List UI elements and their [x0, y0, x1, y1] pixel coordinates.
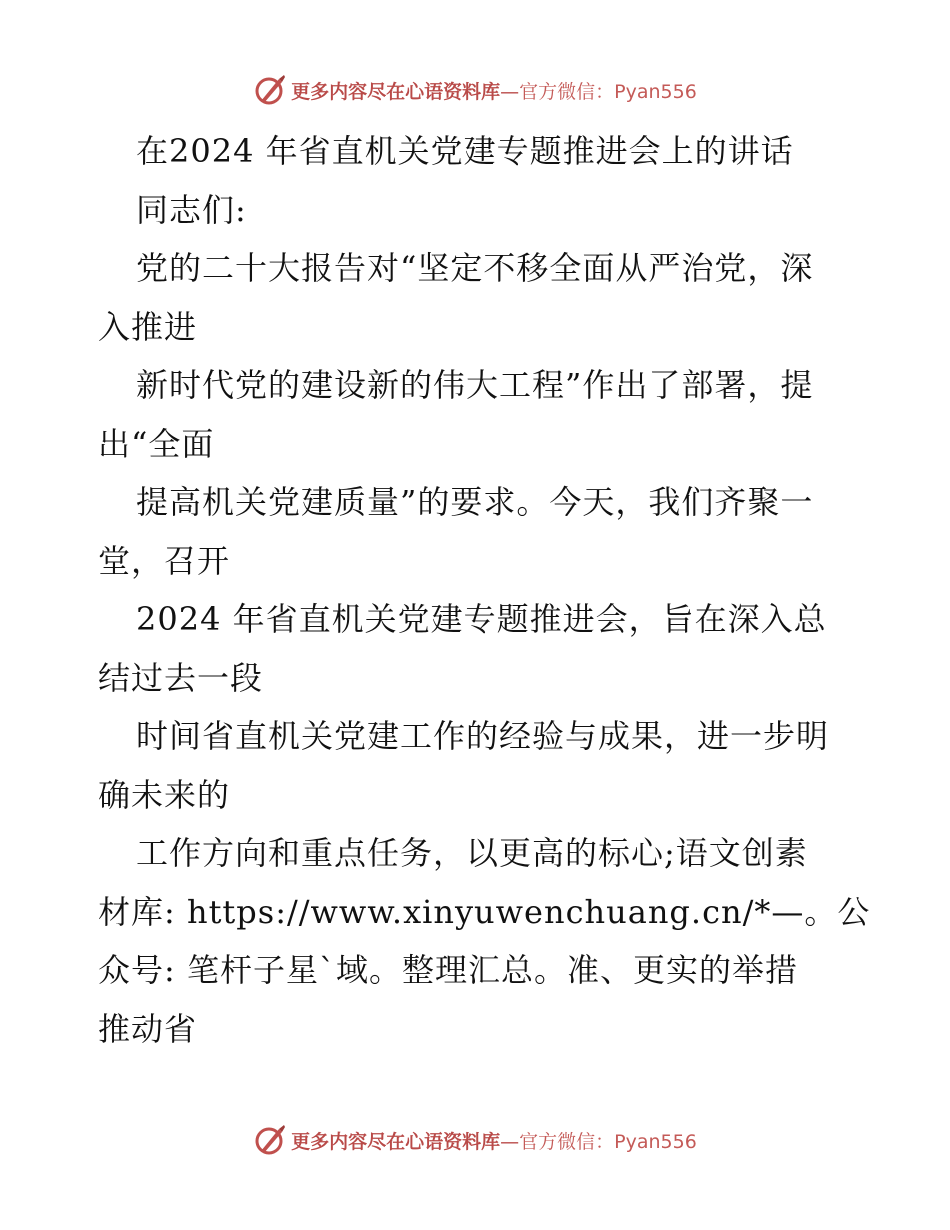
- watermark-contact: 官方微信：Pyan556: [519, 80, 697, 103]
- text-line: 确未来的: [98, 775, 231, 814]
- text-line: 2024 年省直机关党建专题推进会，旨在深入总: [136, 600, 827, 638]
- watermark-main: 更多内容尽在心语资料库: [291, 80, 501, 103]
- watermark-dash: —: [500, 80, 520, 103]
- text-line: 在2024 年省直机关党建专题推进会上的讲话: [136, 132, 794, 170]
- watermark-main: 更多内容尽在心语资料库: [291, 1130, 501, 1153]
- watermark-dash: —: [500, 1130, 520, 1153]
- text-line: 提高机关党建质量”的要求。今天，我们齐聚一: [136, 483, 814, 521]
- text-line: 众号: 笔杆子星`域。整理汇总。准、更实的举措: [98, 951, 798, 989]
- text-line: 工作方向和重点任务，以更高的标心;语文创素: [136, 834, 808, 872]
- quill-logo-icon: [253, 1123, 287, 1157]
- text-line: 党的二十大报告对“坚定不移全面从严治党，深: [136, 249, 814, 287]
- text-line: 材库: https://www.xinyuwenchuang.cn/*—。公: [98, 892, 871, 931]
- watermark-text: [291, 77, 697, 104]
- watermark-text: [291, 1127, 697, 1154]
- watermark-contact: 官方微信：Pyan556: [519, 1130, 697, 1153]
- text-line: 堂，召开: [98, 541, 231, 580]
- text-line: 同志们:: [136, 190, 247, 229]
- header-watermark: [0, 72, 950, 108]
- text-line: 结过去一段: [98, 658, 264, 697]
- text-line: 新时代党的建设新的伟大工程”作出了部署，提: [136, 366, 814, 404]
- text-line: 出“全面: [98, 424, 215, 463]
- text-line: 入推进: [98, 307, 198, 346]
- text-line: 推动省: [98, 1009, 198, 1048]
- text-line: 时间省直机关党建工作的经验与成果，进一步明: [136, 717, 830, 755]
- document-body: [98, 122, 871, 1058]
- quill-logo-icon: [253, 73, 287, 107]
- footer-watermark: [0, 1122, 950, 1158]
